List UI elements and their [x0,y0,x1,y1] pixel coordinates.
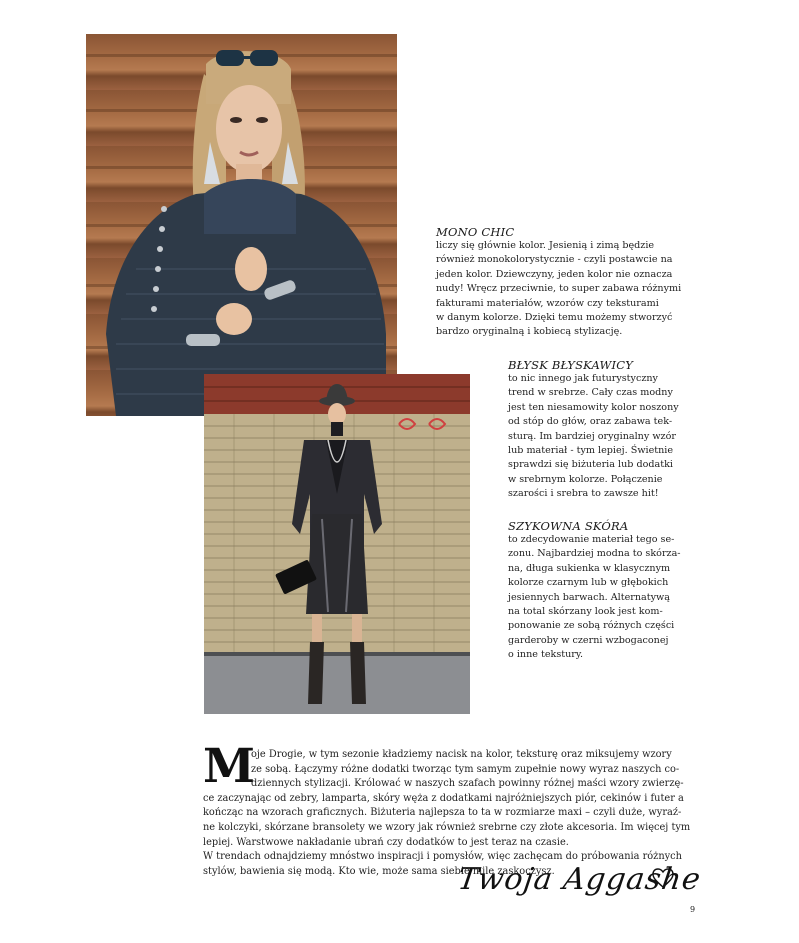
intro-paragraph [203,748,693,879]
text-line: fakturami materiałów, wzorów czy teksturami [436,297,659,309]
intro-line: W trendach odnajdziemy mnóstwo inspiracji i pomysłów, więc zachęcam do próbowania różnych [203,851,682,863]
text-line: sprawdzi się biżuteria lub dodatki [508,459,673,471]
text-line: trend w srebrze. Cały czas modny [508,387,673,399]
intro-line: kończąc na wzorach graficznych. Biżuteria najlepsza to ta w rozmiarze maxi – czyli duże, wyraź- [203,807,682,819]
text-line: jest ten niesamowity kolor noszony [508,401,679,413]
photo-woman-leather-skirt [204,374,470,714]
page-number: 9 [690,905,696,914]
section-text-blysk-blyskawicy [508,372,679,502]
text-line: od stóp do głów, oraz zabawa tek- [508,416,673,428]
text-line: jeden kolor. Dziewczyny, jeden kolor nie oznacza [436,268,673,280]
photo-woman-knit-sweater-illustration [86,34,397,416]
intro-line: dziennych stylizacji. Królować w naszych szafach powinny różnej maści wzory zwierzę- [251,778,684,790]
text-line: jesiennych barwach. Alternatywą [508,591,670,603]
heart-icon [652,868,674,890]
intro-line: ce zaczynając od zebry, lamparta, skóry węża z dodatkami najróżniejszych piór, cekinów i futer a [203,792,684,804]
text-line: w srebrnym kolorze. Połączenie [508,473,663,485]
section-title-blysk-blyskawicy: BŁYSK BŁYSKAWICY [508,358,634,372]
text-line: na total skórzany look jest kom- [508,606,663,618]
intro-line: oje Drogie, w tym sezonie kładziemy nacisk na kolor, teksturę oraz miksujemy wzory [251,749,672,760]
section-title-szykowna-skora: SZYKOWNA SKÓRA [508,519,629,533]
text-line: liczy się głównie kolor. Jesienią i zimą będzie [436,240,655,251]
intro-dropcap: M [203,739,256,794]
photo-woman-knit-sweater [86,34,397,416]
text-line: w danym kolorze. Dzięki temu możemy stworzyć [436,312,673,324]
text-line: o inne tekstury. [508,649,584,661]
text-line: to zdecydowanie materiał tego se- [508,534,675,545]
section-title-mono-chic: MONO CHIC [436,225,515,239]
intro-line: lepiej. Warstwowe nakładanie ubrań czy dodatków to jest teraz na czasie. [203,836,569,848]
text-line: garderoby w czerni wzbogaconej [508,634,669,646]
text-line: szarości i srebra to zawsze hit! [508,488,659,500]
text-line: nudy! Wręcz przeciwnie, to super zabawa różnymi [436,283,682,295]
signature: Twoja Aggashe [455,862,704,897]
text-line: bardzo oryginalną i kobiecą stylizację. [436,326,623,338]
text-line: na, długa sukienka w klasycznym [508,562,671,574]
text-line: kolorze czarnym lub w głębokich [508,577,669,589]
photo-woman-leather-skirt-illustration [204,374,470,714]
intro-line: ne kolczyki, skórzane bransolety we wzory jak również srebrne czy złote akcesoria. Im więcej tym [203,821,691,833]
section-text-szykowna-skora [508,533,681,663]
text-line: sturą. Im bardziej oryginalny wzór [508,430,676,442]
text-line: również monokolorystycznie - czyli postawcie na [436,254,673,266]
section-text-mono-chic [436,239,681,340]
intro-line: ze sobą. Łączymy różne dodatki tworząc tym samym zupełnie nowy wyraz naszych co- [251,763,680,775]
text-line: ponowanie ze sobą różnych części [508,620,675,632]
intro-line: stylów, bawienia się modą. Kto wie, może sama siebie mile zaskoczysz. [203,865,555,877]
text-line: lub materiał - tym lepiej. Świetnie [508,445,674,457]
text-line: zonu. Najbardziej modna to skórza- [508,548,681,560]
text-line: to nic innego jak futurystyczny [508,373,658,384]
